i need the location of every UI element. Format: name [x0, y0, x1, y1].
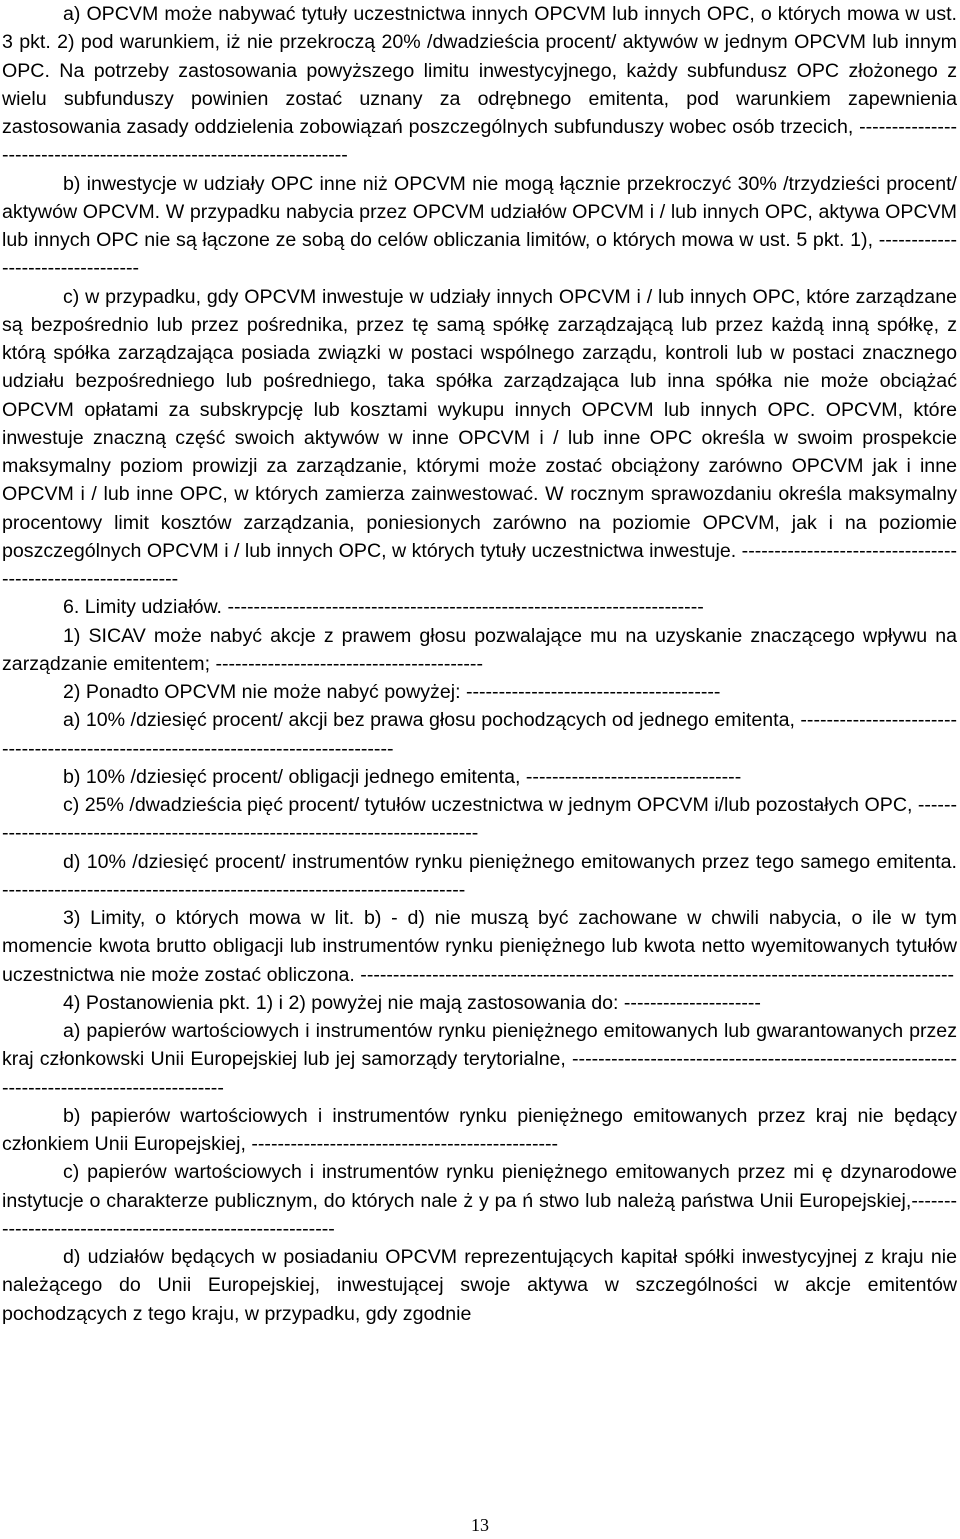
paragraph-4b-non-eu-securities: b) papierów wartościowych i instrumentów rynku pieniężnego emitowanych przez kraj nie będący członkiem Unii Europejskiej, ----------------------------------------------- [2, 1104, 957, 1155]
paragraph-4a-eu-securities: a) papierów wartościowych i instrumentów rynku pieniężnego emitowanych lub gwarantowanych przez kraj członkowski Unii Europejskiej lub jej samorządy terytorialne, --------------------------------------------------------------------------------------------- [2, 1020, 957, 1099]
paragraph-4d-investment-company-shares: d) udziałów będących w posiadaniu OPCVM reprezentujących kapitał spółki inwestycyjnej z kraju nie należącego do Unii Europejskiej, inwestującej swoje aktywa w szczególności w akcje emitentów pochodzących z tego kraju, w przypadku, gdy zgodnie [2, 1246, 957, 1325]
paragraph-c-management-fees: c) w przypadku, gdy OPCVM inwestuje w udziały innych OPCVM i / lub innych OPC, które zarządzane są bezpośrednio lub przez pośrednika, przez tę samą spółkę zarządzającą lub przez każdą inną spółkę, z którą spółka zarządzająca posiada związki w postaci wspólnego zarządu, kontroli lub w postaci znacznego udziału bezpośredniego lub pośredniego, taka spółka zarządzająca lub inna spółka nie może obciążać OPCVM opłatami za subskrypcję lub kosztami wykupu innych OPCVM lub innych OPC. OPCVM, które inwestuje znaczną część swoich aktywów w inne OPCVM i / lub inne OPC określa w swoim prospekcie maksymalny poziom prowizji za zarządzanie, którymi może zostać obciążony zarówno OPCVM jak i inne OPCVM i / lub inne OPC, w których zamierza zainwestować. W rocznym sprawozdaniu określa maksymalny procentowy limit kosztów zarządzania, poniesionych zarówno na poziomie OPCVM, jak i na poziomie poszczególnych OPCVM i / lub innych OPC, w których tytuły uczestnictwa inwestuje. ------------------------------------------------------------ [2, 285, 957, 590]
paragraph-1-sicav-voting: 1) SICAV może nabyć akcje z prawem głosu pozwalające mu na uzyskanie znaczącego wpływu na zarządzanie emitentem; ----------------------------------------- [2, 624, 957, 675]
paragraph-a-opcvm-units: a) OPCVM może nabywać tytuły uczestnictwa innych OPCVM lub innych OPC, o których mowa w ust. 3 pkt. 2) pod warunkiem, iż nie przekroczą 20% /dwadzieścia procent/ aktywów w jednym OPCVM lub innym OPC. Na potrzeby zastosowania powyższego limitu inwestycyjnego, każdy subfundusz OPC złożonego z wielu subfunduszy powinien zostać uznany za odrębnego emitenta, pod warunkiem zapewnienia zastosowania zasady oddzielenia zobowiązań poszczególnych subfunduszy wobec osób trzecich, -------------------------------------------------------------------- [2, 3, 957, 167]
paragraph-2-acquisition-limits: 2) Ponadto OPCVM nie może nabyć powyżej: --------------------------------------- [63, 681, 721, 703]
paragraph-b-opc-investments: b) inwestycje w udziały OPC inne niż OPCVM nie mogą łącznie przekroczyć 30% /trzydzieści procent/ aktywów OPCVM. W przypadku nabycia przez OPCVM udziałów OPCVM i / lub innych OPC, aktywa OPCVM lub innych OPC nie są łączone ze sobą do celów obliczania limitów, o których mowa w ust. 5 pkt. 1), --------------------------------- [2, 172, 957, 280]
paragraph-2c-units: c) 25% /dwadzieścia pięć procent/ tytułów uczestnictwa w jednym OPCVM i/lub pozostałych OPC, ------------------------------------------------------------------------------- [2, 794, 958, 845]
paragraph-2b-bonds: b) 10% /dziesięć procent/ obligacji jednego emitenta, --------------------------------- [63, 765, 742, 788]
paragraph-4c-international-institutions: c) papierów wartościowych i instrumentów rynku pieniężnego emitowanych przez mi ę dzynarodowe instytucje o charakterze publicznym, do których nale ż y pa ń stwo lub należą państwa Unii Europejskiej,---------------------------------------------------------- [2, 1161, 957, 1240]
section-6-heading: 6. Limity udziałów. ------------------------------------------------------------------------- [63, 596, 704, 619]
page-number: 13 [471, 1515, 489, 1535]
paragraph-3-limits-exemption: 3) Limity, o których mowa w lit. b) - d) nie muszą być zachowane w chwili nabycia, o ile w tym momencie kwota brutto obligacji lub instrumentów rynku pieniężnego lub kwota netto wyemitowanych tytułów uczestnictwa nie może zostać obliczona. ------------------------------------------------------------------------------------------- [2, 907, 957, 986]
paragraph-4-provisions: 4) Postanowienia pkt. 1) i 2) powyżej nie mają zastosowania do: --------------------- [63, 991, 761, 1014]
paragraph-2d-money-market: d) 10% /dziesięć procent/ instrumentów rynku pieniężnego emitowanych przez tego samego emitenta. ----------------------------------------------------------------------- [2, 850, 957, 901]
paragraph-2a-non-voting-shares: a) 10% /dziesięć procent/ akcji bez prawa głosu pochodzących od jednego emitenta, ------------------------------------------------------------------------------------ [2, 709, 957, 760]
